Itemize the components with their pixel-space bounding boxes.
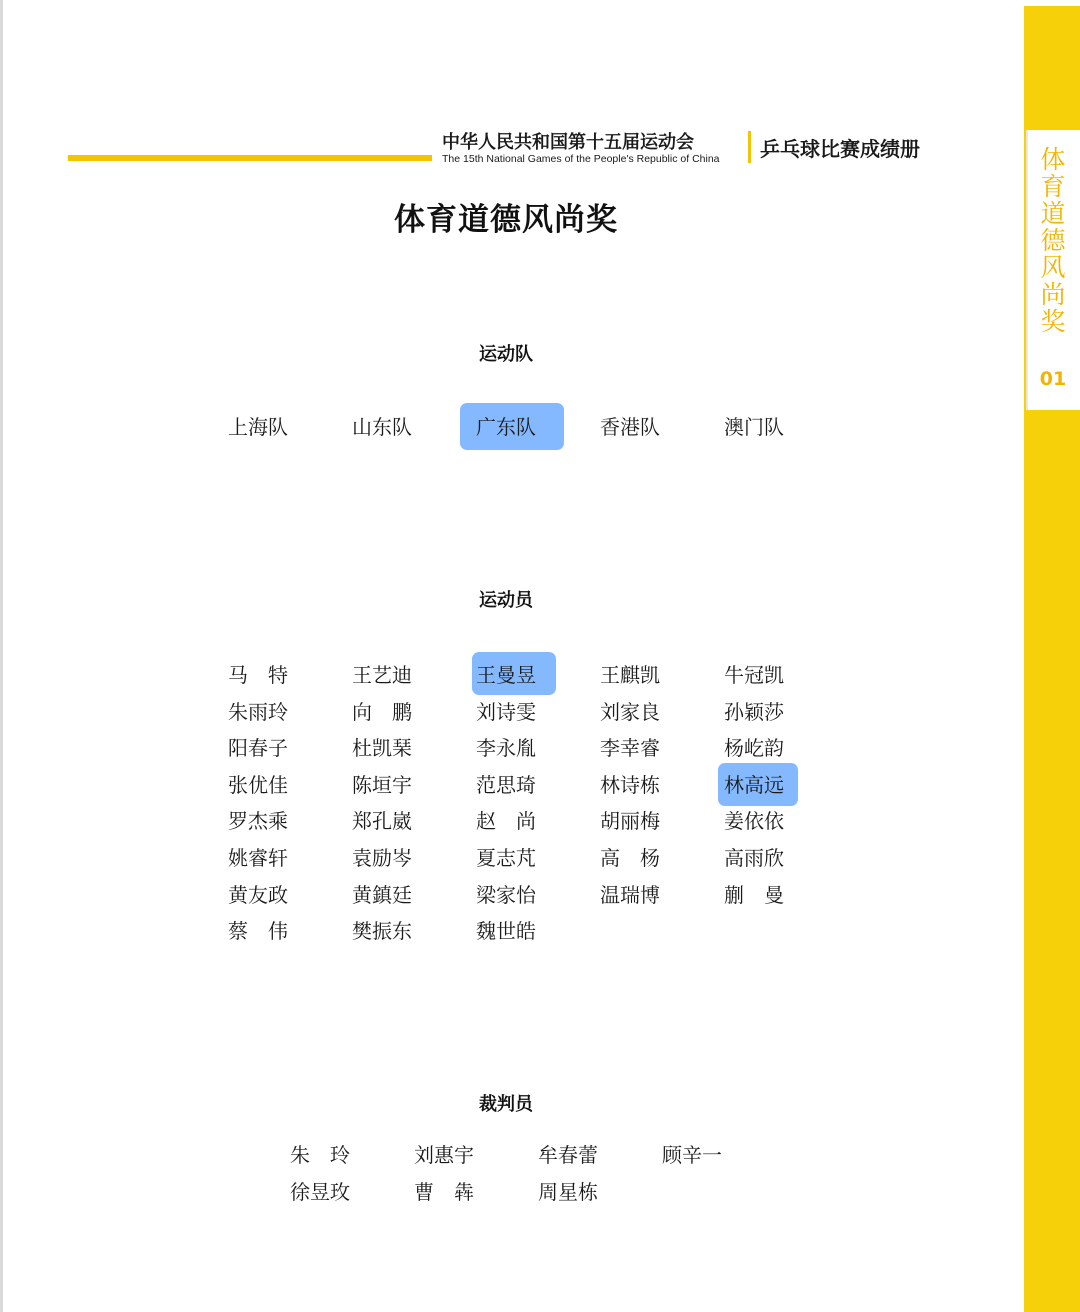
team-name: 广东队	[476, 415, 536, 439]
athlete-name: 姜依依	[724, 809, 784, 833]
athlete-name: 陈垣宇	[352, 773, 412, 797]
athlete-name: 林高远	[724, 773, 784, 797]
referee-name: 顾辛一	[662, 1143, 722, 1167]
header-accent-bar	[68, 155, 432, 161]
teams-heading: 运动队	[479, 344, 533, 365]
athlete-name: 林诗栋	[600, 773, 660, 797]
athlete-name: 马 特	[228, 663, 288, 687]
athlete-name: 高 杨	[600, 846, 660, 870]
side-tab-page-number: 01	[1039, 368, 1067, 390]
referee-name: 曹 犇	[414, 1180, 474, 1204]
athlete-name: 温瑞博	[600, 883, 660, 907]
team-name: 澳门队	[724, 415, 784, 439]
athlete-name: 黄友政	[228, 883, 288, 907]
athlete-name: 姚睿轩	[228, 846, 288, 870]
athlete-name: 蔡 伟	[228, 919, 288, 943]
athlete-name: 樊振东	[352, 919, 412, 943]
athlete-name: 朱雨玲	[228, 700, 288, 724]
athlete-name: 杜凯琹	[352, 736, 412, 760]
athlete-name: 刘家良	[600, 700, 660, 724]
athlete-name: 向 鹏	[352, 700, 412, 724]
header-games-title-en: The 15th National Games of the People's Republic of China	[442, 153, 720, 165]
athlete-name: 魏世皓	[476, 919, 536, 943]
header-book-title: 乒乓球比赛成绩册	[760, 137, 920, 161]
referees-heading: 裁判员	[479, 1094, 533, 1115]
header-divider	[748, 131, 751, 163]
athlete-name: 袁励岑	[352, 846, 412, 870]
referee-name: 徐昱玫	[290, 1180, 350, 1204]
athlete-name: 阳春子	[228, 736, 288, 760]
athlete-name: 孙颖莎	[724, 700, 784, 724]
athlete-name: 高雨欣	[724, 846, 784, 870]
athlete-name: 郑孔崴	[352, 809, 412, 833]
header-games-title-cn: 中华人民共和国第十五届运动会	[442, 132, 694, 153]
team-name: 上海队	[228, 415, 288, 439]
athlete-name: 李永胤	[476, 736, 536, 760]
side-tab-title: 体育道德风尚奖	[1040, 145, 1066, 336]
athlete-name: 蒯 曼	[724, 883, 784, 907]
referee-name: 周星栋	[538, 1180, 598, 1204]
athlete-name: 梁家怡	[476, 883, 536, 907]
athlete-name: 黄鎮廷	[352, 883, 412, 907]
referee-name: 牟春蕾	[538, 1143, 598, 1167]
athlete-name: 王麒凯	[600, 663, 660, 687]
athlete-name: 牛冠凯	[724, 663, 784, 687]
team-name: 香港队	[600, 415, 660, 439]
athletes-heading: 运动员	[479, 590, 533, 611]
athlete-name: 刘诗雯	[476, 700, 536, 724]
athlete-name: 李幸睿	[600, 736, 660, 760]
athlete-name: 王曼昱	[476, 663, 536, 687]
referee-name: 刘惠宇	[414, 1143, 474, 1167]
athlete-name: 胡丽梅	[600, 809, 660, 833]
athlete-name: 王艺迪	[352, 663, 412, 687]
athlete-name: 范思琦	[476, 773, 536, 797]
referee-name: 朱 玲	[290, 1143, 350, 1167]
page-title: 体育道德风尚奖	[394, 202, 618, 238]
athlete-name: 杨屹韵	[724, 736, 784, 760]
athlete-name: 赵 尚	[476, 809, 536, 833]
athlete-name: 张优佳	[228, 773, 288, 797]
athlete-name: 罗杰乘	[228, 809, 288, 833]
athlete-name: 夏志芃	[476, 846, 536, 870]
team-name: 山东队	[352, 415, 412, 439]
